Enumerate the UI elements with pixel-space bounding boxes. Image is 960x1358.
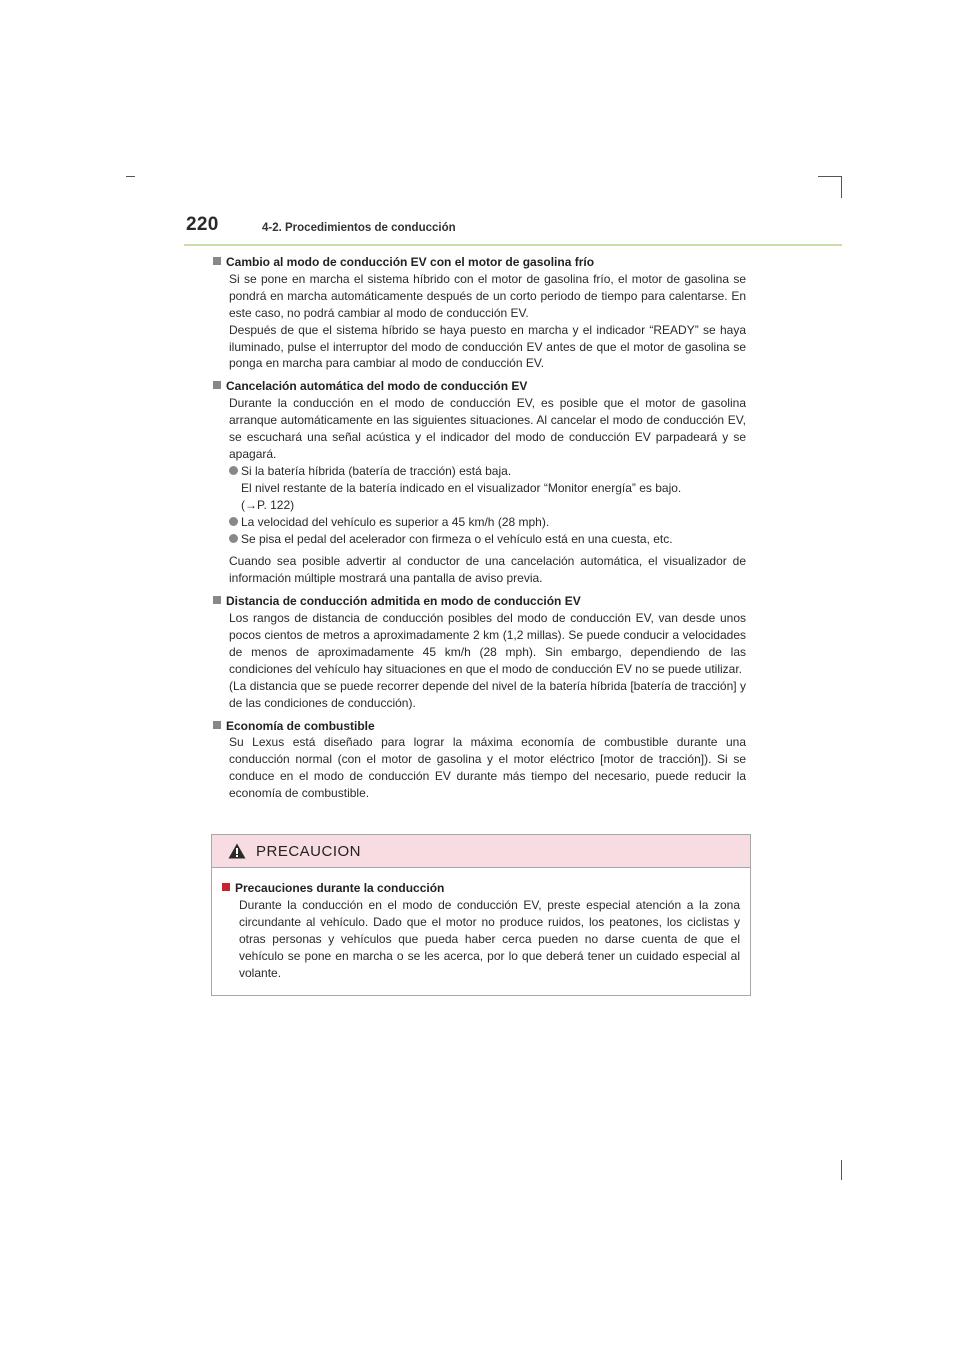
bullet-item	[229, 531, 746, 548]
section-heading	[213, 254, 746, 271]
caution-paragraph: Durante la conducción en el modo de conducción EV, preste especial atención a la zona circundante al vehículo. Dado que el motor no produce ruidos, los peatones, los ciclistas y otras personas y vehículos que pueda haber cerca pueden no darse cuenta de que el vehículo se pone en marcha o se les acerca, por lo que deberá tener un cuidado especial al volante.	[239, 898, 740, 980]
paragraph: Los rangos de distancia de conducción posibles del modo de conducción EV, van desde unos pocos cientos de metros a aproximadamente 2 km (1,2 millas). Se puede conducir a velocidades de menos de aproximadamente 45 km/h (28 mph). Sin embargo, dependiendo de las condiciones del vehículo hay situaciones en que el modo de conducción EV no se puede utilizar.	[229, 611, 746, 676]
paragraph: Su Lexus está diseñado para lograr la máxima economía de combustible durante una conducción normal (con el motor de gasolina y el motor eléctrico [motor de tracción]). Si se conduce en el modo de conducción EV durante más tiempo del necesario, puede reducir la economía de combustible.	[229, 735, 746, 801]
heading-text: Precauciones durante la conducción	[235, 881, 445, 895]
crop-mark-top-left	[126, 176, 135, 177]
bullet-item	[229, 514, 746, 531]
paragraph: Cuando sea posible advertir al conductor de una cancelación automática, el visualizador de información múltiple mostrará una pantalla de aviso previa.	[229, 554, 746, 586]
bullet-item	[229, 463, 746, 514]
crop-mark-top-right-v	[841, 176, 842, 198]
square-bullet-icon	[213, 381, 221, 389]
square-bullet-icon	[213, 257, 221, 265]
round-bullet-icon	[229, 466, 238, 475]
caution-body	[212, 868, 750, 982]
bullet-text: Se pisa el pedal del acelerador con firmeza o el vehículo está en una cuesta, etc.	[241, 531, 673, 546]
square-bullet-icon	[222, 883, 230, 891]
heading-text: Cancelación automática del modo de conducción EV	[226, 379, 528, 394]
section-title: 4-2. Procedimientos de conducción	[262, 222, 456, 234]
caution-header	[212, 835, 750, 868]
round-bullet-icon	[229, 517, 238, 526]
section-heading	[213, 593, 746, 610]
section-heading	[213, 718, 746, 735]
section-heading	[213, 378, 746, 395]
heading-text: Economía de combustible	[226, 718, 375, 733]
heading-text: Distancia de conducción admitida en modo de conducción EV	[226, 594, 581, 609]
caution-box	[211, 834, 751, 996]
bullet-text: Si la batería híbrida (batería de tracción) está baja.	[241, 463, 512, 478]
crop-mark-top-right-h	[818, 176, 842, 177]
main-content	[213, 254, 746, 802]
square-bullet-icon	[213, 596, 221, 604]
paragraph: Después de que el sistema híbrido se haya puesto en marcha y el indicador “READY” se haya iluminado, pulse el interruptor del modo de conducción EV antes de que el motor de gasolina se ponga en marcha para cambiar al modo de conducción EV.	[229, 322, 746, 371]
caution-heading	[222, 880, 740, 897]
paragraph: Durante la conducción en el modo de conducción EV, es posible que el motor de gasolina arranque automáticamente en las siguientes situaciones. Al cancelar el modo de conducción EV, se escuchará una señal acústica y el indicador del modo de conducción EV parpadeará y se apagará.	[229, 396, 746, 461]
paragraph: (La distancia que se puede recorrer depende del nivel de la batería híbrida [batería de tracción] y de las condiciones de conducción).	[229, 678, 746, 710]
round-bullet-icon	[229, 534, 238, 543]
bullet-text: La velocidad del vehículo es superior a 45 km/h (28 mph).	[241, 514, 550, 529]
crop-mark-bottom-right-v	[841, 1160, 842, 1180]
caution-title: PRECAUCION	[256, 842, 362, 860]
paragraph: Si se pone en marcha el sistema híbrido con el motor de gasolina frío, el motor de gasolina se pondrá en marcha automáticamente después de un corto periodo de tiempo para calentarse. En este caso, no podrá cambiar al modo de conducción EV.	[229, 271, 746, 320]
page-reference-link[interactable]: (→P. 122)	[241, 497, 295, 512]
warning-triangle-icon	[228, 843, 246, 859]
page-number: 220	[186, 214, 219, 235]
header-rule	[184, 244, 842, 246]
bullet-text: El nivel restante de la batería indicado en el visualizador “Monitor energía” es bajo.	[241, 480, 682, 495]
square-bullet-icon	[213, 721, 221, 729]
heading-text: Cambio al modo de conducción EV con el motor de gasolina frío	[226, 255, 595, 269]
